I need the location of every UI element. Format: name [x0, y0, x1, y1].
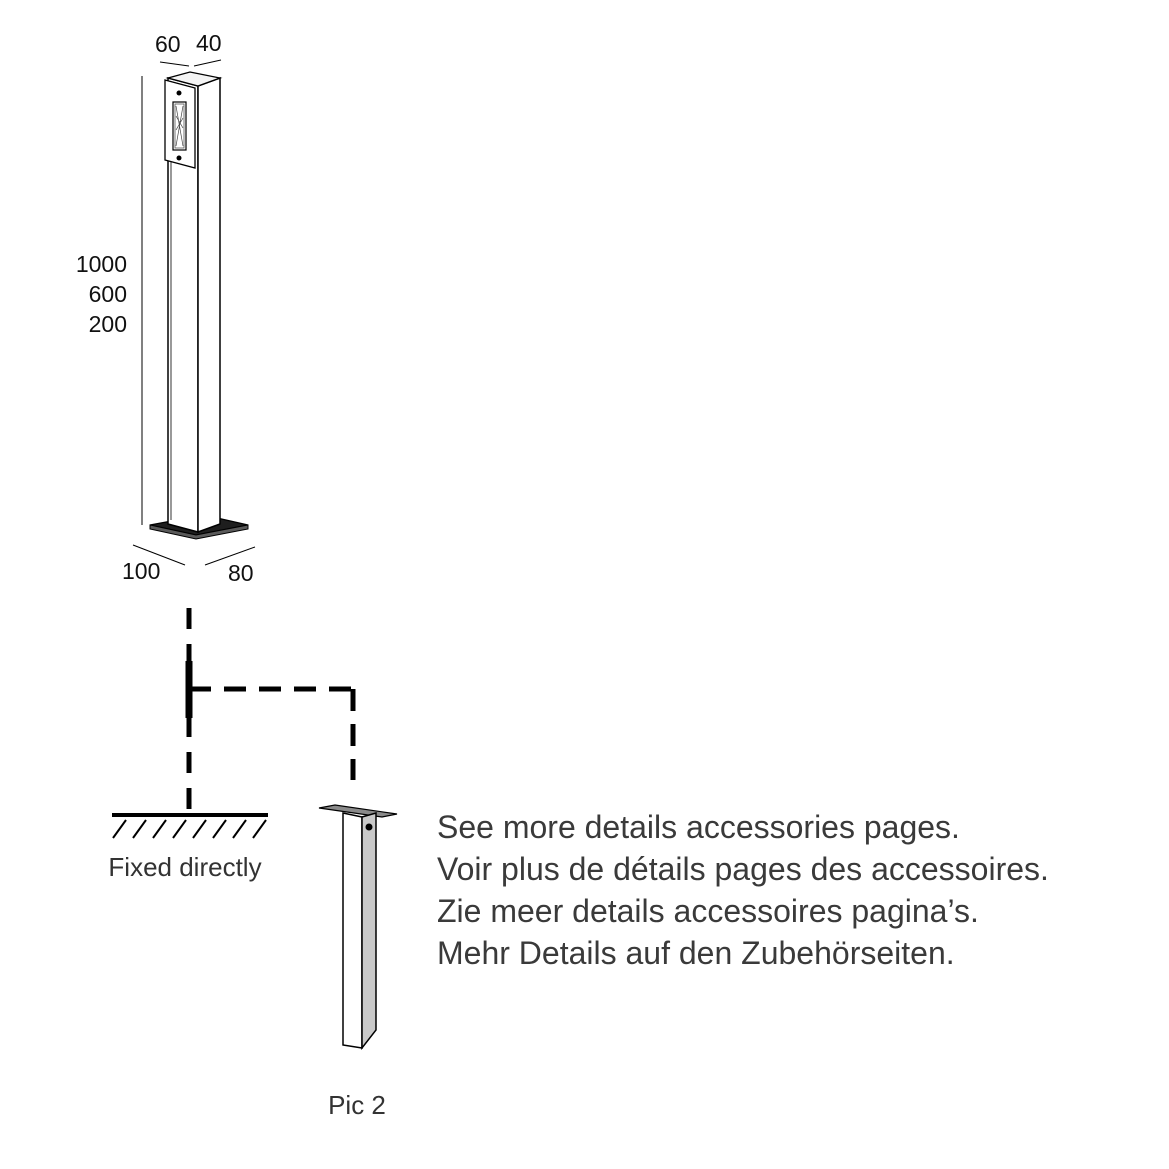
ground-symbol — [112, 815, 268, 838]
mounting-connector — [189, 608, 353, 812]
bollard-post — [150, 72, 248, 539]
dim-height-2: 600 — [88, 281, 127, 307]
pic2-label: Pic 2 — [328, 1090, 386, 1120]
spike-hole — [366, 824, 372, 830]
spike-side-face — [362, 813, 376, 1048]
dim-top-width: 60 — [155, 31, 181, 57]
note-french: Voir plus de détails pages des accessoires. — [437, 851, 1049, 887]
dim-base-depth: 80 — [228, 560, 254, 586]
note-german: Mehr Details auf den Zubehörseiten. — [437, 935, 955, 971]
dim-height-1: 1000 — [75, 251, 127, 277]
spike-flange — [319, 805, 397, 817]
spike-front-face — [343, 813, 362, 1048]
ground-spike — [319, 805, 397, 1048]
dim-height-3: 200 — [88, 311, 127, 337]
dim-top-depth: 40 — [196, 30, 222, 56]
fixed-directly-label: Fixed directly — [108, 852, 262, 882]
dim-base-width: 100 — [122, 558, 161, 584]
panel-screw-bottom — [177, 156, 182, 161]
note-english: See more details accessories pages. — [437, 809, 960, 845]
note-dutch: Zie meer details accessoires pagina’s. — [437, 893, 979, 929]
panel-screw-top — [177, 91, 182, 96]
post-side-face — [198, 78, 220, 532]
